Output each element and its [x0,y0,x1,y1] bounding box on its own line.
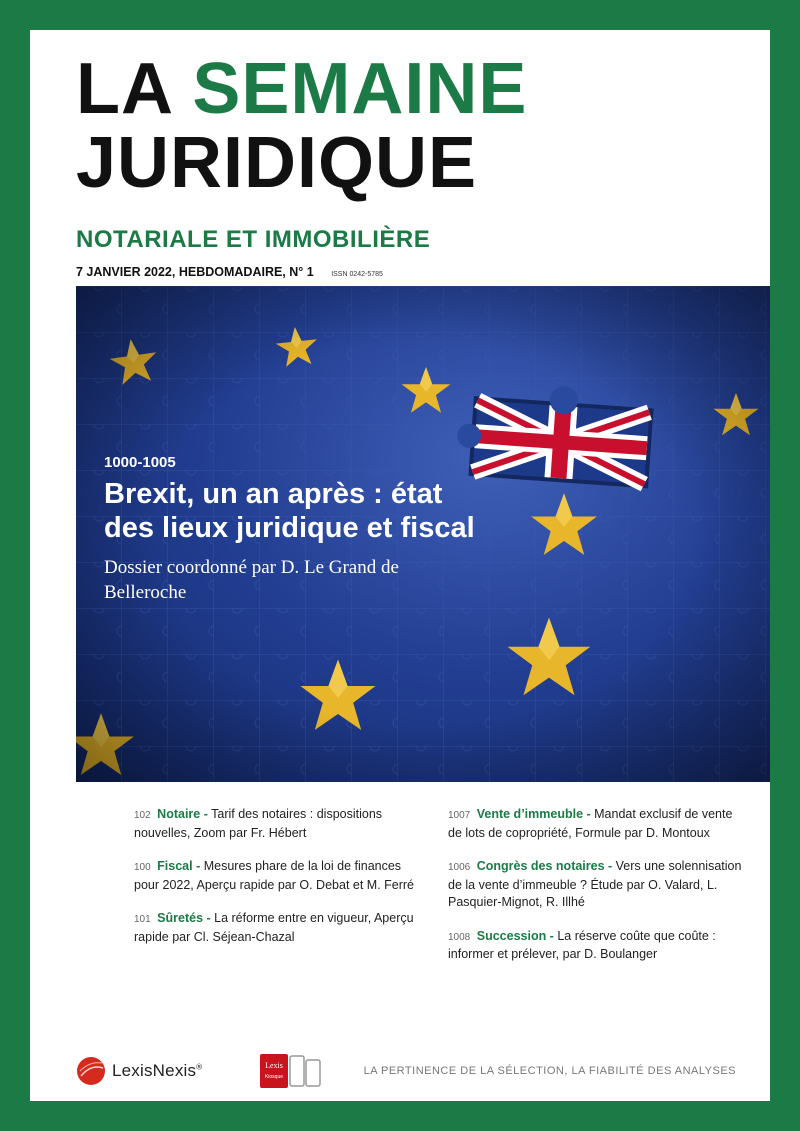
toc-number: 102 [134,810,151,821]
toc-item [134,858,424,894]
toc-number: 1006 [448,862,471,873]
toc-column-right [448,806,748,980]
cover-image [76,286,770,782]
toc-category: Fiscal - [157,859,201,873]
toc-category: Sûretés - [157,911,211,925]
toc-number: 100 [134,862,151,873]
toc-category: Vente d’immeuble - [476,807,591,821]
toc-category: Notaire - [157,807,208,821]
cover-credit: Dossier coordonné par D. Le Grand de Belleroche [104,557,399,603]
lexisnexis-logo-icon [76,1056,106,1086]
toc-item [448,806,748,842]
toc-text: La réforme entre en vigueur, Aperçu rapide par Cl. Séjean-Chazal [134,911,414,944]
toc-number: 101 [134,914,151,925]
toc-item [448,928,748,964]
toc-text: Mandat exclusif de vente de lots de copropriété, Formule par D. Montoux [448,807,733,840]
issue-info [76,265,383,279]
cover-headline: Brexit, un an après : état des lieux juridique et fiscal [104,478,475,544]
svg-text:Lexis: Lexis [265,1061,283,1070]
toc-category: Congrès des notaires - [476,859,613,873]
cover-story [104,454,484,605]
toc-column-left [134,806,424,962]
title-semaine: SEMAINE [192,49,528,129]
toc-item [134,910,424,946]
toc-number: 1008 [448,931,471,943]
lexisnexis-logo [76,1056,202,1086]
toc-text: La réserve coûte que coûte : informer et prélever, par D. Boulanger [448,928,716,961]
magazine-cover [30,30,770,1101]
svg-text:Kiosque: Kiosque [264,1074,284,1080]
title-la: LA [76,49,172,129]
lexis-kiosque-devices-icon [260,1054,322,1088]
issn: ISSN 0242-5785 [331,271,383,278]
toc-text: Tarif des notaires : dispositions nouvelles, Zoom par Fr. Hébert [134,807,383,840]
issue-date: 7 JANVIER 2022, HEBDOMADAIRE, N° 1 [76,265,314,279]
footer-tagline: LA PERTINENCE DE LA SÉLECTION, LA FIABILITÉ DES ANALYSES [363,1065,736,1077]
toc-item [448,858,748,912]
toc-category: Succession - [476,928,554,943]
masthead [76,49,528,203]
title-juridique: JURIDIQUE [76,123,478,203]
toc-text: Mesures phare de la loi de finances pour 2022, Aperçu rapide par O. Debat et M. Ferré [134,859,415,892]
publication-subtitle: NOTARIALE ET IMMOBILIÈRE [76,226,431,253]
toc-item [134,806,424,842]
lexisnexis-wordmark: LexisNexis® [112,1061,203,1080]
toc-number: 1007 [448,810,471,821]
toc-text: Vers une solennisation de la vente d’immeuble ? Étude par O. Valard, L. Pasquier-Mignot, R. Illhé [448,859,742,909]
title-line-1 [76,49,528,129]
cover-article-code: 1000-1005 [104,454,176,471]
footer [76,1052,736,1088]
